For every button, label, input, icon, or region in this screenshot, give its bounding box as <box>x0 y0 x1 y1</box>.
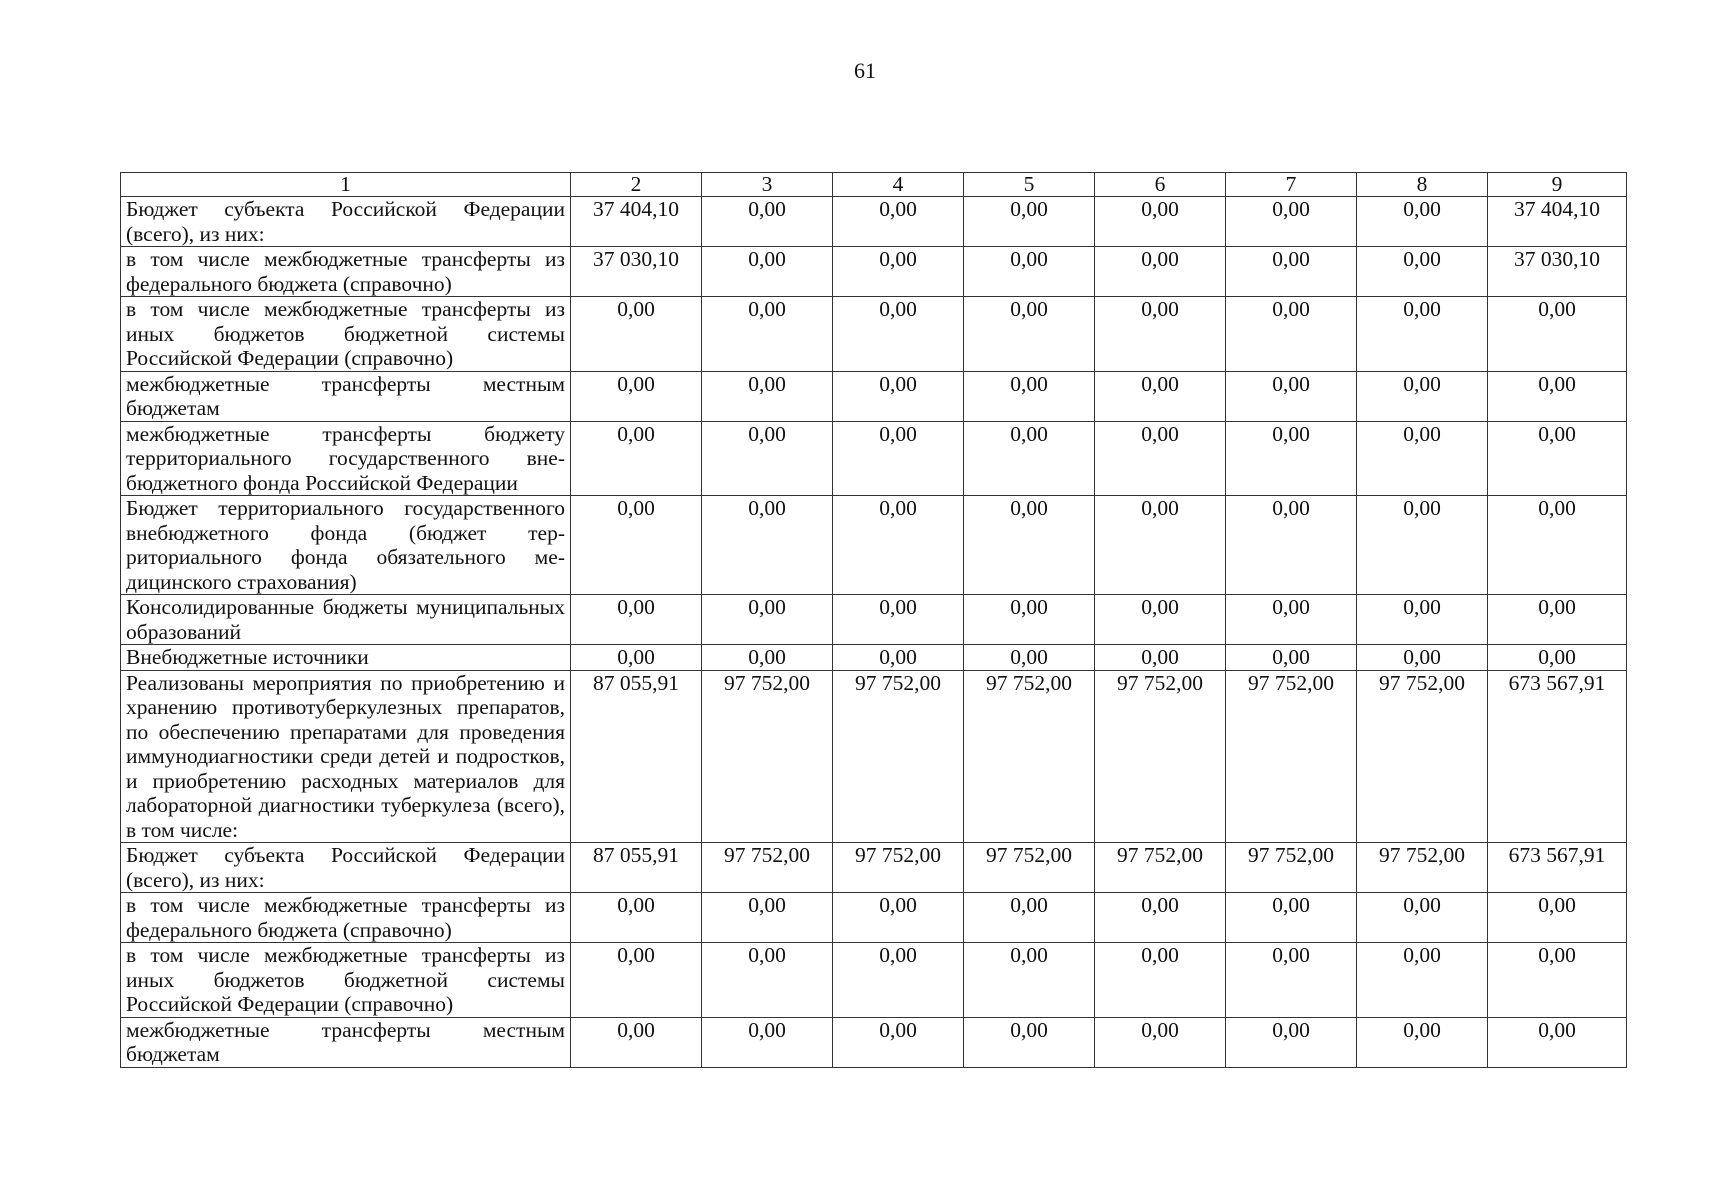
cell-value: 97 752,00 <box>1095 670 1226 843</box>
cell-value: 0,00 <box>571 496 702 595</box>
cell-value: 0,00 <box>1095 496 1226 595</box>
row-label: Консолидированные бюджеты муниципальных образований <box>121 595 571 645</box>
cell-value: 0,00 <box>702 893 833 943</box>
table-row <box>121 1017 1627 1067</box>
cell-value: 0,00 <box>702 1017 833 1067</box>
cell-value: 0,00 <box>1357 893 1488 943</box>
cell-value: 0,00 <box>964 1017 1095 1067</box>
cell-value: 0,00 <box>702 197 833 247</box>
cell-value: 0,00 <box>1488 297 1627 372</box>
cell-value: 0,00 <box>702 297 833 372</box>
cell-value: 673 567,91 <box>1488 843 1627 893</box>
row-label: в том числе межбюджетные трансферты из федерального бюджета (справочно) <box>121 247 571 297</box>
table-header <box>121 173 1627 197</box>
cell-value: 0,00 <box>1095 595 1226 645</box>
column-header: 9 <box>1488 173 1627 197</box>
row-label: межбюджетные трансферты бюджету территориального государственного внебюджетного фонда Российской Федерации <box>121 421 571 496</box>
cell-value: 0,00 <box>1357 1017 1488 1067</box>
cell-value: 97 752,00 <box>1357 843 1488 893</box>
table-row <box>121 197 1627 247</box>
column-header: 4 <box>833 173 964 197</box>
table-row <box>121 371 1627 421</box>
cell-value: 0,00 <box>964 297 1095 372</box>
cell-value: 0,00 <box>1226 595 1357 645</box>
cell-value: 0,00 <box>1095 371 1226 421</box>
cell-value: 97 752,00 <box>1357 670 1488 843</box>
cell-value: 0,00 <box>571 1017 702 1067</box>
column-header: 1 <box>121 173 571 197</box>
cell-value: 0,00 <box>833 297 964 372</box>
table-row <box>121 645 1627 671</box>
cell-value: 0,00 <box>833 197 964 247</box>
page-number: 61 <box>854 58 876 83</box>
row-label: Бюджет субъекта Российской Федерации (всего), из них: <box>121 197 571 247</box>
cell-value: 0,00 <box>1226 893 1357 943</box>
cell-value: 97 752,00 <box>964 843 1095 893</box>
cell-value: 0,00 <box>1357 496 1488 595</box>
cell-value: 0,00 <box>833 595 964 645</box>
table-row <box>121 670 1627 843</box>
cell-value: 0,00 <box>964 247 1095 297</box>
cell-value: 0,00 <box>1357 421 1488 496</box>
cell-value: 0,00 <box>571 943 702 1018</box>
table-row <box>121 297 1627 372</box>
cell-value: 0,00 <box>1226 371 1357 421</box>
cell-value: 37 030,10 <box>1488 247 1627 297</box>
cell-value: 97 752,00 <box>1226 670 1357 843</box>
cell-value: 37 404,10 <box>571 197 702 247</box>
cell-value: 97 752,00 <box>964 670 1095 843</box>
table-row <box>121 421 1627 496</box>
cell-value: 0,00 <box>964 371 1095 421</box>
cell-value: 673 567,91 <box>1488 670 1627 843</box>
row-label: межбюджетные трансферты местным бюджетам <box>121 1017 571 1067</box>
cell-value: 0,00 <box>1226 197 1357 247</box>
row-label: в том числе межбюджетные трансферты из иных бюджетов бюджетной системы Российской Федерации (справочно) <box>121 297 571 372</box>
row-label: Внебюджетные источники <box>121 645 571 671</box>
row-label: в том числе межбюджетные трансферты из иных бюджетов бюджетной системы Российской Федерации (справочно) <box>121 943 571 1018</box>
cell-value: 0,00 <box>571 371 702 421</box>
cell-value: 0,00 <box>964 893 1095 943</box>
cell-value: 0,00 <box>1095 297 1226 372</box>
cell-value: 0,00 <box>1488 496 1627 595</box>
cell-value: 0,00 <box>1226 645 1357 671</box>
cell-value: 0,00 <box>833 1017 964 1067</box>
cell-value: 0,00 <box>1095 943 1226 1018</box>
column-header: 5 <box>964 173 1095 197</box>
cell-value: 0,00 <box>702 645 833 671</box>
cell-value: 0,00 <box>1488 1017 1627 1067</box>
cell-value: 0,00 <box>1095 197 1226 247</box>
cell-value: 97 752,00 <box>1226 843 1357 893</box>
cell-value: 0,00 <box>964 645 1095 671</box>
cell-value: 0,00 <box>1357 197 1488 247</box>
column-header: 3 <box>702 173 833 197</box>
cell-value: 0,00 <box>1357 371 1488 421</box>
cell-value: 0,00 <box>1357 247 1488 297</box>
cell-value: 0,00 <box>702 496 833 595</box>
cell-value: 0,00 <box>1095 645 1226 671</box>
header-row <box>121 173 1627 197</box>
cell-value: 0,00 <box>571 595 702 645</box>
row-label: в том числе межбюджетные трансферты из федерального бюджета (справочно) <box>121 893 571 943</box>
cell-value: 97 752,00 <box>702 670 833 843</box>
table-row <box>121 595 1627 645</box>
column-header: 2 <box>571 173 702 197</box>
cell-value: 0,00 <box>964 595 1095 645</box>
cell-value: 0,00 <box>1226 421 1357 496</box>
cell-value: 0,00 <box>833 645 964 671</box>
cell-value: 0,00 <box>964 197 1095 247</box>
cell-value: 97 752,00 <box>833 843 964 893</box>
cell-value: 0,00 <box>1095 247 1226 297</box>
cell-value: 0,00 <box>833 371 964 421</box>
cell-value: 0,00 <box>1357 943 1488 1018</box>
row-label: Реализованы мероприятия по приобретению и хранению противотуберкулезных препаратов, по обеспечению препаратами для проведения иммунодиагностики среди детей и подростков, и приобретению расходных материалов для лабораторной диагностики туберкулеза (всего), в том числе: <box>121 670 571 843</box>
cell-value: 0,00 <box>571 893 702 943</box>
cell-value: 0,00 <box>964 943 1095 1018</box>
cell-value: 0,00 <box>833 496 964 595</box>
cell-value: 0,00 <box>702 421 833 496</box>
table-row <box>121 247 1627 297</box>
cell-value: 0,00 <box>1226 297 1357 372</box>
row-label: Бюджет субъекта Российской Федерации (всего), из них: <box>121 843 571 893</box>
cell-value: 0,00 <box>1095 1017 1226 1067</box>
row-label: Бюджет территориального государственного внебюджетного фонда (бюджет территориального фонда обязательного медицинского страхования) <box>121 496 571 595</box>
table-body <box>121 197 1627 1068</box>
cell-value: 0,00 <box>833 247 964 297</box>
cell-value: 0,00 <box>833 943 964 1018</box>
row-label: межбюджетные трансферты местным бюджетам <box>121 371 571 421</box>
cell-value: 0,00 <box>571 645 702 671</box>
cell-value: 0,00 <box>964 421 1095 496</box>
table-row <box>121 893 1627 943</box>
cell-value: 97 752,00 <box>833 670 964 843</box>
column-header: 7 <box>1226 173 1357 197</box>
cell-value: 0,00 <box>1357 645 1488 671</box>
budget-table <box>120 172 1627 1068</box>
cell-value: 0,00 <box>1226 1017 1357 1067</box>
cell-value: 97 752,00 <box>1095 843 1226 893</box>
cell-value: 0,00 <box>1357 595 1488 645</box>
cell-value: 0,00 <box>833 421 964 496</box>
cell-value: 87 055,91 <box>571 670 702 843</box>
cell-value: 0,00 <box>702 943 833 1018</box>
cell-value: 0,00 <box>1095 893 1226 943</box>
table-row <box>121 843 1627 893</box>
cell-value: 37 030,10 <box>571 247 702 297</box>
column-header: 8 <box>1357 173 1488 197</box>
cell-value: 0,00 <box>702 595 833 645</box>
cell-value: 0,00 <box>1488 371 1627 421</box>
cell-value: 0,00 <box>1357 297 1488 372</box>
cell-value: 0,00 <box>833 893 964 943</box>
cell-value: 0,00 <box>702 371 833 421</box>
cell-value: 0,00 <box>571 297 702 372</box>
cell-value: 0,00 <box>1226 247 1357 297</box>
cell-value: 0,00 <box>1488 645 1627 671</box>
cell-value: 0,00 <box>1226 943 1357 1018</box>
cell-value: 37 404,10 <box>1488 197 1627 247</box>
cell-value: 97 752,00 <box>702 843 833 893</box>
cell-value: 0,00 <box>571 421 702 496</box>
table-row <box>121 943 1627 1018</box>
cell-value: 0,00 <box>1488 421 1627 496</box>
cell-value: 0,00 <box>964 496 1095 595</box>
cell-value: 87 055,91 <box>571 843 702 893</box>
cell-value: 0,00 <box>702 247 833 297</box>
cell-value: 0,00 <box>1488 595 1627 645</box>
cell-value: 0,00 <box>1488 943 1627 1018</box>
cell-value: 0,00 <box>1488 893 1627 943</box>
column-header: 6 <box>1095 173 1226 197</box>
table-row <box>121 496 1627 595</box>
cell-value: 0,00 <box>1226 496 1357 595</box>
cell-value: 0,00 <box>1095 421 1226 496</box>
